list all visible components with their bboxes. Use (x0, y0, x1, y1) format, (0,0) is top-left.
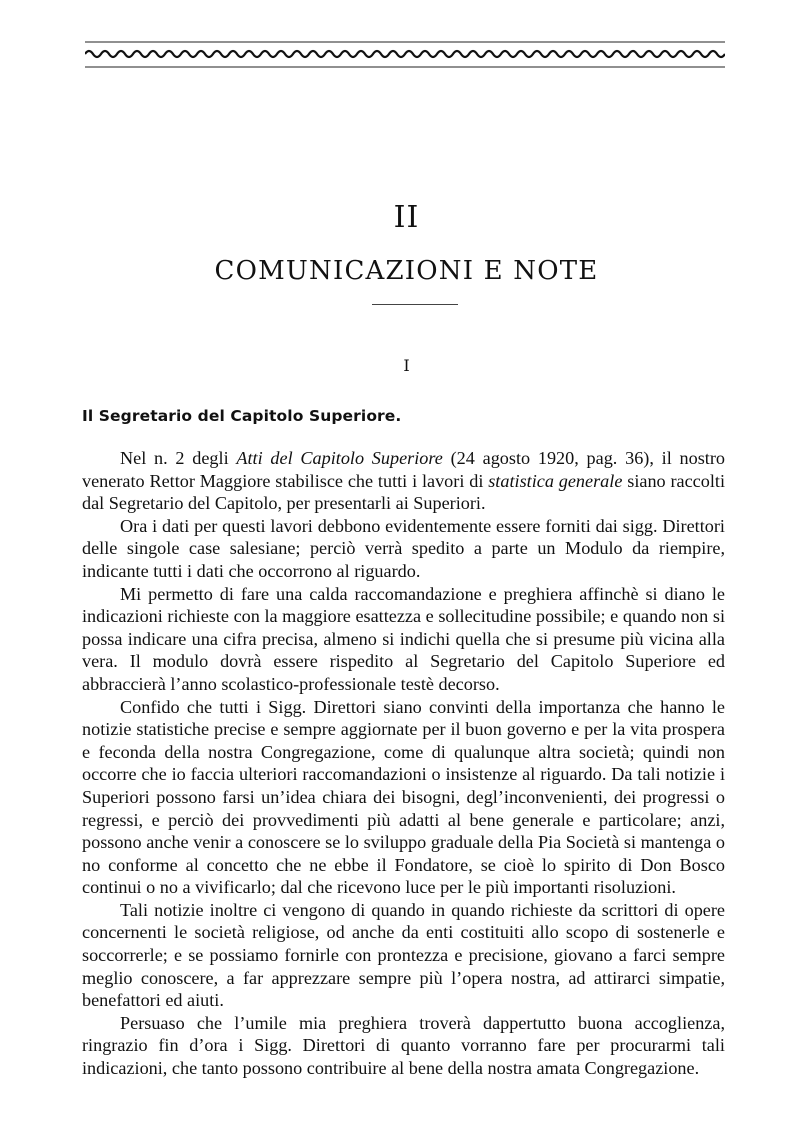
text-run: Mi permetto di fare una calda raccomandazione e preghiera affinchè si diano le indicazioni richieste con la maggiore esattezza e sollecitudine possibile; e quando non si possa indicare una cifra precisa, almeno si indichi quella che si presume più vicina alla vera. Il modulo dovrà essere rispedito al Segretario del Capitolo Superiore ed abbraccierà l’anno scolastico-professionale testè decorso. (82, 583, 725, 694)
wavy-border-icon (85, 40, 725, 70)
subsection-number: I (403, 356, 410, 375)
text-run: (24 agosto 1920, pag. 36), il nostro venerato Rettor Maggiore stabilisce che tutti i lavori di (82, 448, 725, 491)
text-run: Confido che tutti i Sigg. Direttori siano convinti della importanza che hanno le notizie statistiche precise e sempre aggiornate per il buon governo e per la vita prospera e feconda della nostra Congregazione, come di qualunque altra società; quindi non occorre che io faccia ulteriori raccomandazioni o insistenze al riguardo. Da tali notizie i Superiori possono farsi un’idea chiara dei bisogni, degl’inconvenienti, dei progressi o regressi, e perciò dei provvedimenti più adatti al bene generale e particolare; anzi, possono anche venir a conoscere se lo sviluppo graduale della Pia Società si mantenga o no conforme al concetto che ne ebbe il Fondatore, se cioè lo spirito di Don Bosco continui o no a vivificarlo; dal che ricevono luce per le più importanti risoluzioni. (82, 696, 725, 898)
paragraph (82, 1012, 725, 1080)
text-run: siano raccolti dal Segretario del Capitolo, per presentarli ai Superiori. (82, 470, 725, 514)
italic-text: Atti del Capitolo Superiore (236, 448, 443, 468)
title-divider (372, 304, 458, 305)
part-number: II (393, 200, 420, 235)
text-run: Persuaso che l’umile mia preghiera troverà dappertutto buona accoglienza, ringrazio fin d’ora i Sigg. Direttori di quanto vorranno fare per procurarmi tali indicazioni, che tanto possono contribuire al bene della nostra amata Congregazione. (82, 1012, 725, 1079)
paragraph (82, 447, 725, 515)
paragraph (82, 696, 725, 899)
paragraph (82, 583, 725, 696)
header-ornament-border (85, 40, 725, 70)
paragraph (82, 899, 725, 1012)
article-heading: Il Segretario del Capitolo Superiore. (82, 407, 402, 425)
paragraph (82, 515, 725, 583)
section-title: COMUNICAZIONI E NOTE (214, 256, 599, 286)
text-run: Ora i dati per questi lavori debbono evidentemente essere forniti dai sigg. Direttori delle singole case salesiane; perciò verrà spedito a parte un Modulo da riempire, indicante tutti i dati che occorrono al riguardo. (82, 515, 725, 581)
text-run: Nel n. 2 degli (120, 448, 237, 468)
article-body (82, 447, 725, 1080)
italic-text: statistica generale (488, 470, 623, 491)
text-run: Tali notizie inoltre ci vengono di quando in quando richieste da scrittori di opere concernenti le società religiose, od anche da enti costituiti allo scopo di sostenerle e soccorrerle; e se possiamo fornirle con prontezza e precisione, giovano a farci sempre meglio conoscere, a far apprezzare sempre più l’opera nostra, ad attirarci simpatie, benefattori ed aiuti. (82, 899, 725, 1011)
